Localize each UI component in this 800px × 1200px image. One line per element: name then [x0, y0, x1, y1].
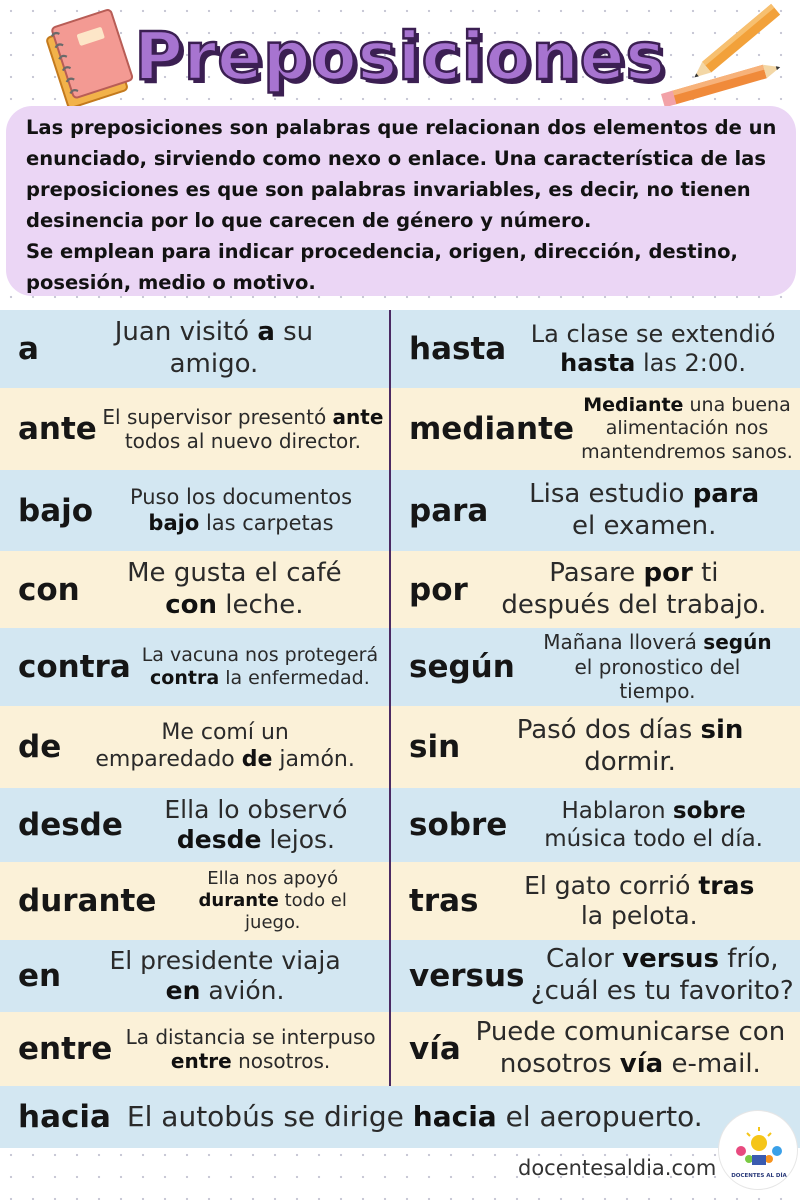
preposition-word: de — [18, 729, 62, 765]
example-text: Juan visitó — [114, 317, 258, 348]
example-text: emparedado — [95, 747, 242, 772]
example-text: la pelota. — [580, 901, 698, 930]
example-sentence — [112, 1025, 389, 1074]
bold-preposition: vía — [619, 1049, 664, 1079]
example-line — [112, 1025, 389, 1049]
example-text: amigo. — [169, 349, 259, 379]
preposition-word: vía — [409, 1031, 461, 1067]
example-sentence — [468, 558, 800, 621]
column-divider — [389, 310, 391, 1086]
preposition-word: sin — [409, 729, 461, 765]
example-line — [131, 644, 389, 667]
example-sentence — [123, 795, 389, 856]
example-text: El presidente viaja — [109, 945, 341, 975]
preposition-word: versus — [409, 958, 525, 994]
example-sentence — [525, 944, 800, 1007]
example-line — [123, 825, 389, 856]
example-line — [507, 797, 800, 825]
footer-url: docentesaldia.com — [518, 1156, 717, 1180]
preposition-word: según — [409, 649, 515, 685]
example-line — [93, 485, 389, 511]
preposition-row — [391, 310, 800, 388]
example-text: jamón. — [272, 747, 355, 772]
bold-preposition: según — [703, 630, 772, 655]
preposition-row — [0, 470, 389, 551]
bold-preposition: sin — [700, 715, 744, 746]
example-line — [80, 590, 389, 622]
preposition-row — [0, 788, 389, 862]
example-text: Mañana lloverá — [543, 630, 704, 655]
example-text: su — [274, 317, 314, 348]
intro-line: Se emplean para indicar procedencia, origen, dirección, destino, — [26, 240, 738, 263]
bold-preposition: entre — [170, 1049, 232, 1073]
docentes-logo — [718, 1110, 798, 1190]
example-sentence — [506, 320, 800, 379]
example-text: lejos. — [261, 825, 335, 854]
bold-preposition: bajo — [148, 510, 200, 535]
preposition-row — [0, 551, 389, 628]
example-text: la enfermedad. — [219, 667, 370, 689]
preposition-row — [0, 628, 389, 706]
example-line — [478, 871, 800, 902]
example-sentence — [507, 797, 800, 853]
example-text: Puede comunicarse con — [475, 1017, 786, 1048]
logo-text: DOCENTES AL DÍA — [731, 1173, 787, 1179]
example-line — [507, 825, 800, 853]
example-text: Ella nos apoyó — [207, 868, 339, 890]
example-text: El autobús se dirige — [126, 1099, 413, 1133]
bold-preposition: a — [257, 317, 275, 348]
example-sentence — [131, 644, 389, 690]
example-line — [127, 1100, 800, 1134]
preposition-word: bajo — [18, 492, 94, 529]
example-sentence — [488, 479, 800, 542]
example-line — [39, 317, 389, 349]
preposition-word: con — [18, 571, 80, 608]
example-text: música todo el día. — [544, 826, 763, 852]
example-line — [515, 655, 800, 679]
preposition-word: entre — [18, 1031, 113, 1067]
example-text: Me gusta el café — [127, 557, 342, 588]
example-sentence — [515, 630, 800, 703]
example-sentence — [97, 405, 389, 454]
example-line — [478, 901, 800, 932]
bold-preposition: hasta — [560, 349, 636, 377]
example-line — [131, 667, 389, 690]
bold-preposition: hacia — [412, 1099, 497, 1133]
example-sentence — [460, 715, 800, 778]
example-text: Ella lo observó — [164, 794, 348, 824]
preposition-word: hacia — [18, 1099, 111, 1135]
preposition-row — [391, 788, 800, 862]
example-line — [506, 349, 800, 378]
example-line — [61, 946, 389, 977]
preposition-row — [391, 862, 800, 940]
example-text: nosotros — [499, 1049, 620, 1079]
example-text: tiempo. — [619, 679, 696, 704]
bold-preposition: con — [165, 589, 217, 620]
example-text: e-mail. — [663, 1049, 761, 1079]
preposition-row — [391, 388, 800, 470]
example-line — [461, 1049, 800, 1081]
bold-preposition: desde — [176, 825, 262, 854]
bold-preposition: durante — [198, 890, 279, 912]
preposition-word: en — [18, 958, 62, 994]
example-text: Me comí un — [161, 720, 289, 746]
intro-line: posesión, medio o motivo. — [26, 271, 316, 294]
bold-preposition: de — [241, 747, 273, 772]
example-text: alimentación nos — [605, 417, 769, 440]
example-sentence — [39, 317, 389, 380]
bold-preposition: Mediante — [583, 394, 684, 417]
example-line — [156, 868, 389, 890]
example-line — [61, 747, 389, 774]
intro-line: preposiciones es que son palabras invariables, es decir, no tienen — [26, 178, 751, 201]
example-text: todos al nuevo director. — [124, 429, 362, 453]
example-sentence — [461, 1017, 800, 1080]
example-line — [525, 944, 800, 976]
example-line — [574, 441, 800, 464]
preposition-word: por — [409, 571, 468, 608]
example-text: Puso los documentos — [129, 484, 353, 509]
preposition-row — [391, 628, 800, 706]
example-text: Pasó dos días — [516, 715, 701, 746]
example-line — [525, 976, 800, 1008]
example-line — [97, 405, 389, 429]
example-line — [112, 1049, 389, 1073]
preposition-word: hasta — [409, 331, 507, 367]
example-line — [61, 976, 389, 1007]
example-line — [515, 679, 800, 703]
bold-preposition: tras — [698, 870, 755, 900]
example-line — [488, 511, 800, 543]
example-text: el aeropuerto. — [496, 1099, 703, 1133]
example-sentence — [156, 868, 389, 934]
example-text: La clase se extendió — [530, 319, 776, 348]
page-title: Preposiciones — [134, 18, 666, 95]
example-text: mantendremos sanos. — [581, 440, 793, 463]
preposition-word: mediante — [409, 411, 574, 447]
preposition-row — [0, 1012, 389, 1086]
example-line — [574, 417, 800, 440]
example-sentence — [61, 720, 389, 774]
example-sentence — [80, 558, 389, 621]
bold-preposition: sobre — [672, 797, 746, 824]
example-text: ti — [692, 557, 719, 588]
preposition-word: a — [18, 331, 39, 367]
example-line — [468, 590, 800, 622]
intro-box — [6, 106, 796, 296]
example-line — [39, 349, 389, 381]
example-line — [93, 511, 389, 537]
preposition-word: ante — [18, 411, 97, 447]
example-line — [123, 795, 389, 826]
preposition-word: para — [409, 492, 489, 529]
intro-line: Las preposiciones son palabras que relacionan dos elementos de un — [26, 116, 777, 139]
preposition-row — [391, 1012, 800, 1086]
example-text: leche. — [217, 589, 304, 620]
example-sentence — [574, 394, 800, 464]
example-line — [61, 720, 389, 747]
preposition-row — [391, 551, 800, 628]
preposition-row — [0, 706, 389, 788]
example-line — [515, 630, 800, 654]
example-text: Lisa estudio — [529, 478, 693, 509]
example-line — [461, 1017, 800, 1049]
bold-preposition: versus — [622, 944, 720, 975]
intro-line: desinencia por lo que carecen de género y número. — [26, 209, 592, 232]
example-text: una buena — [683, 394, 791, 417]
example-line — [80, 558, 389, 590]
example-line — [156, 890, 389, 912]
example-sentence — [61, 946, 389, 1007]
logo-icon — [719, 1111, 799, 1191]
example-line — [574, 394, 800, 417]
bold-preposition: contra — [150, 667, 220, 689]
example-text: el examen. — [571, 510, 717, 541]
example-sentence — [93, 485, 389, 536]
preposition-word: contra — [18, 649, 131, 685]
example-line — [97, 429, 389, 453]
example-line — [460, 715, 800, 747]
example-sentence — [111, 1100, 800, 1134]
example-line — [506, 320, 800, 349]
example-text: frío, — [719, 944, 779, 975]
preposition-row — [0, 310, 389, 388]
example-text: Pasare — [549, 557, 644, 588]
example-text: La vacuna nos protegerá — [141, 643, 379, 666]
example-text: el pronostico del — [574, 654, 741, 679]
bold-preposition: por — [643, 557, 693, 588]
preposition-row — [0, 940, 389, 1012]
example-line — [460, 747, 800, 779]
example-text: La distancia se interpuso — [125, 1024, 376, 1049]
bold-preposition: ante — [332, 404, 384, 429]
preposition-row — [0, 388, 389, 470]
example-line — [156, 912, 389, 934]
example-text: ¿cuál es tu favorito? — [530, 976, 794, 1006]
example-line — [468, 558, 800, 590]
example-sentence — [478, 871, 800, 932]
preposition-row — [0, 862, 389, 940]
example-text: Hablaron — [561, 797, 673, 824]
example-text: El gato corrió — [524, 870, 699, 900]
example-text: todo el — [278, 890, 347, 912]
example-text: después del trabajo. — [501, 589, 767, 620]
example-text: las 2:00. — [635, 349, 747, 377]
example-text: dormir. — [584, 747, 676, 777]
preposition-row-full — [0, 1086, 800, 1148]
preposition-row — [391, 470, 800, 551]
preposition-row — [391, 706, 800, 788]
bold-preposition: en — [165, 976, 201, 1005]
example-text: nosotros. — [231, 1049, 331, 1073]
example-line — [488, 479, 800, 511]
preposition-word: sobre — [409, 807, 508, 843]
bold-preposition: para — [692, 478, 760, 509]
example-text: El supervisor presentó — [102, 404, 333, 429]
example-text: avión. — [200, 976, 285, 1005]
example-text: las carpetas — [199, 510, 334, 535]
preposition-row — [391, 940, 800, 1012]
preposition-word: desde — [18, 807, 123, 843]
intro-line: enunciado, sirviendo como nexo o enlace. Una característica de las — [26, 147, 766, 170]
example-text: Calor — [545, 944, 623, 975]
example-text: juego. — [245, 911, 301, 933]
preposition-word: durante — [18, 883, 157, 919]
preposition-word: tras — [409, 883, 479, 919]
